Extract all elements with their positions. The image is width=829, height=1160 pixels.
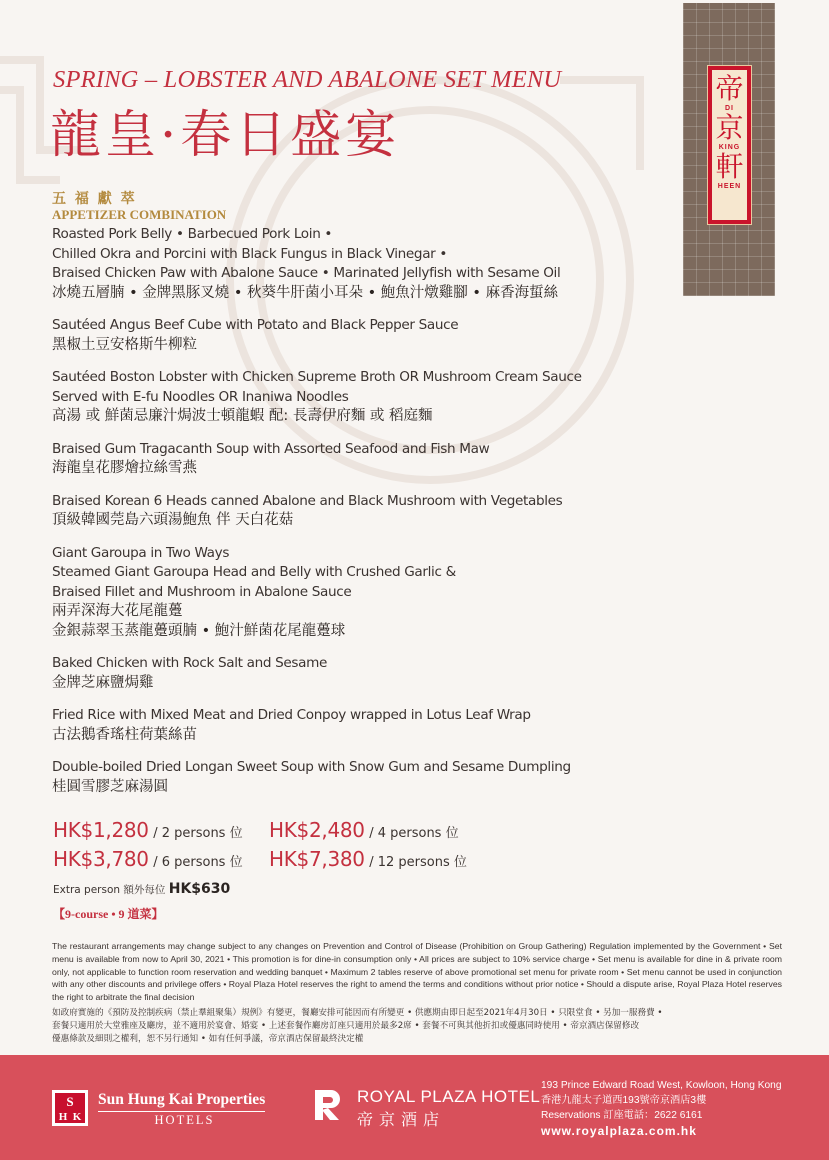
terms-en: The restaurant arrangements may change subject to any changes on Prevention and Control of Disease (Prohibition on Group Gathering) Regulation implemented by the Government • Set menu is available from now to April 30, 2021 • This promotion is for dine-in consumption only • All prices are subject to 10% service charge • Set menu is available for dine in & private room only, not applicable to function room reservation and wedding banquet • Maximum 2 tables reserve of above promotional set menu for private room • Set menu cannot be used in conjunction with any other discounts and privilege offers • Royal Plaza Hotel reserves the right to amend the terms and conditions without prior notice • Should a dispute arise, Royal Plaza Hotel reserves the right to arbitrate the final decision: [52, 941, 782, 1003]
appetizer-heading-en: APPETIZER COMBINATION: [52, 207, 227, 222]
price-item: [269, 818, 459, 842]
price-item: [53, 847, 243, 871]
dish-list: [52, 225, 672, 810]
dish-name-en: Braised Fillet and Mushroom in Abalone Sauce: [52, 583, 352, 600]
reservations-phone: Reservations 訂座電話：2622 6161: [541, 1110, 703, 1122]
dish-item: [52, 492, 672, 531]
dish-name-en: Braised Gum Tragacanth Soup with Assorted Seafood and Fish Maw: [52, 440, 490, 457]
dish-name-en: Double-boiled Dried Longan Sweet Soup with Snow Gum and Sesame Dumpling: [52, 759, 571, 775]
dish-item: [52, 316, 672, 355]
menu-title-en: SPRING – LOBSTER AND ABALONE SET MENU: [53, 66, 562, 93]
address-zh: 香港九龍太子道西193號帝京酒店3樓: [541, 1095, 707, 1107]
price-per: / 2 persons 位: [153, 826, 243, 841]
website-link[interactable]: www.royalplaza.com.hk: [541, 1123, 697, 1138]
menu-title-zh: 龍皇·春日盛宴: [50, 106, 401, 165]
shk-logo-icon: [52, 1090, 88, 1126]
dish-item: [52, 440, 672, 479]
dish-name-en: Chilled Okra and Porcini with Black Fungus in Black Vinegar •: [52, 245, 448, 262]
price-amount: HK$3,780: [53, 847, 149, 871]
dish-name-en: Roasted Pork Belly • Barbecued Pork Loin •: [52, 226, 333, 242]
dish-name-en: Fried Rice with Mixed Meat and Dried Conpoy wrapped in Lotus Leaf Wrap: [52, 707, 531, 723]
hotel-contact: [541, 1078, 782, 1139]
dish-name-zh: 頂級韓國莞島六頭湯鮑魚 伴 天白花菇: [52, 512, 294, 528]
dish-name-zh: 冰燒五層腩 • 金牌黑豚叉燒 • 秋葵牛肝菌小耳朵 • 鮑魚汁燉雞腳 • 麻香海蜇絲: [52, 284, 559, 301]
brand-roman-1: DI: [725, 105, 734, 112]
course-count: 【9-course • 9 道菜】: [53, 907, 164, 921]
dish-item: [52, 368, 672, 427]
brand-roman-3: HEEN: [717, 183, 742, 190]
brand-char-3: 軒: [715, 150, 744, 183]
price-amount: HK$7,380: [269, 847, 365, 871]
di-king-heen-logo: [707, 65, 752, 225]
price-amount: HK$1,280: [53, 818, 149, 842]
dish-name-zh: 黑椒土豆安格斯牛柳粒: [52, 336, 197, 353]
dish-name-zh: 金銀蒜翠玉蒸龍躉頭腩 • 鮑汁鮮菌花尾龍躉球: [52, 622, 346, 639]
dish-name-en: Braised Chicken Paw with Abalone Sauce • Marinated Jellyfish with Sesame Oil: [52, 265, 561, 281]
dish-name-zh: 兩弄深海大花尾龍躉: [52, 603, 183, 619]
dish-name-en: Giant Garoupa in Two Ways: [52, 544, 230, 561]
price-item: [269, 847, 467, 871]
terms-zh-line: 優惠條款及細則之權利，恕不另行通知 • 如有任何爭議，帝京酒店保留最終決定權: [52, 1033, 364, 1044]
shk-hotels-name: Sun Hung Kai Properties: [98, 1091, 265, 1112]
svg-text:H: H: [58, 1111, 68, 1123]
dish-name-en: Sautéed Angus Beef Cube with Potato and Black Pepper Sauce: [52, 317, 459, 333]
royal-plaza-name-zh: 帝京酒店: [357, 1110, 446, 1129]
royal-plaza-logo-icon: [313, 1088, 343, 1122]
appetizer-heading-zh: 五 福 獻 萃: [52, 191, 137, 207]
dish-name-zh: 金牌芝麻鹽焗雞: [52, 674, 154, 691]
dish-name-en: Braised Korean 6 Heads canned Abalone and Black Mushroom with Vegetables: [52, 492, 563, 509]
dish-item: [52, 544, 672, 642]
dish-item: [52, 654, 672, 693]
dish-name-en: Sautéed Boston Lobster with Chicken Supreme Broth OR Mushroom Cream Sauce: [52, 369, 582, 385]
terms-zh-line: 如政府實施的《預防及控制疾病（禁止羣組聚集）規例》有變更，餐廳安排可能因而有所變更 • 供應期由即日起至2021年4月30日 • 只限堂食 • 另加一服務費 •: [52, 1008, 663, 1018]
brand-char-2: 京: [715, 111, 744, 144]
terms-zh-line: 套餐只適用於大堂雅座及廳房，並不適用於宴會、婚宴 • 上述套餐作廳房訂座只適用於最多2席 • 套餐不可與其他折扣或優惠同時使用 • 帝京酒店保留修改: [52, 1020, 640, 1031]
price-item: [53, 818, 243, 842]
brand-tag: [683, 3, 775, 296]
dish-name-zh: 海龍皇花膠燴拉絲雪燕: [52, 460, 197, 476]
dish-item: [52, 706, 672, 745]
dish-name-en: Served with E-fu Noodles OR Inaniwa Noodles: [52, 388, 349, 405]
svg-text:S: S: [66, 1094, 74, 1109]
price-per: / 12 persons 位: [369, 855, 467, 870]
terms-zh: [52, 1007, 792, 1045]
svg-text:K: K: [72, 1111, 82, 1123]
dish-name-zh: 高湯 或 鮮菌忌廉汁焗波士頓龍蝦 配: 長壽伊府麵 或 稻庭麵: [52, 408, 433, 424]
dish-name-zh: 古法鵝香瑤柱荷葉絲苗: [52, 726, 197, 743]
brand-roman-2: KING: [718, 144, 741, 151]
extra-person-price: [53, 881, 230, 897]
price-per: / 4 persons 位: [369, 826, 459, 841]
address-en: 193 Prince Edward Road West, Kowloon, Hong Kong: [541, 1080, 782, 1091]
royal-plaza-name: ROYAL PLAZA HOTEL: [357, 1087, 541, 1106]
dish-name-en: Steamed Giant Garoupa Head and Belly with Crushed Garlic &: [52, 564, 456, 580]
price-per: / 6 persons 位: [153, 855, 243, 870]
extra-person-label: Extra person 額外每位: [53, 884, 166, 896]
dish-name-en: Baked Chicken with Rock Salt and Sesame: [52, 655, 328, 671]
brand-char-1: 帝: [715, 72, 744, 105]
extra-person-amount: HK$630: [168, 881, 231, 897]
dish-item: [52, 758, 672, 797]
dish-name-zh: 桂圓雪膠芝麻湯圓: [52, 778, 168, 795]
shk-hotels-sub: HOTELS: [154, 1113, 215, 1127]
footer: [0, 1055, 829, 1160]
dish-item: [52, 225, 672, 303]
price-amount: HK$2,480: [269, 818, 365, 842]
